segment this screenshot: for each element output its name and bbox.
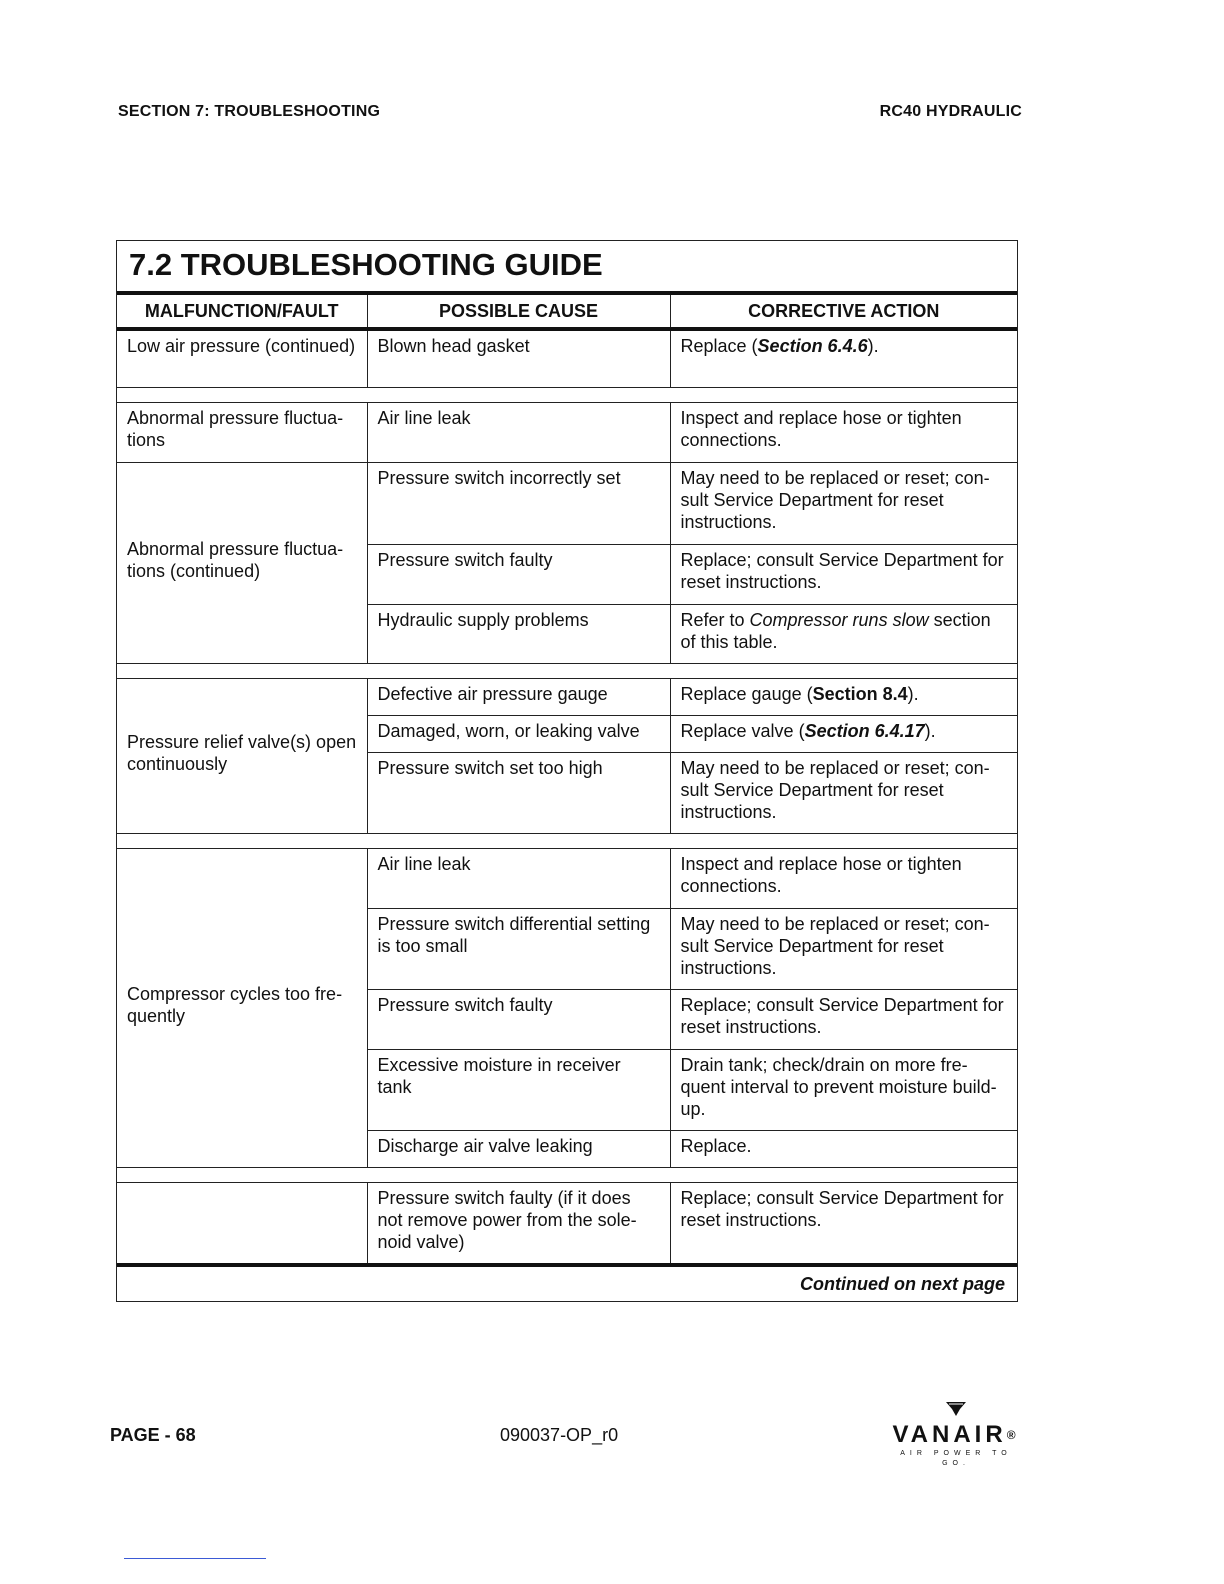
logo-mark-icon [886,1400,1026,1421]
action-text: Replace gauge ( [680,684,813,704]
fault-cell: Compressor cycles too fre- quently [117,849,367,1168]
action-cell [670,679,1017,716]
cause-cell: Pressure switch differential setting is too small [367,909,670,990]
action-text: section of this table. [680,610,991,652]
fault-cell [117,1183,367,1266]
section-reference: Section 6.4.17 [804,721,925,741]
group-separator [117,388,1017,403]
action-cell: Drain tank; check/drain on more fre- quent interval to prevent moisture build- up. [670,1050,1017,1131]
action-text: ). [867,336,879,356]
cause-cell: Pressure switch incorrectly set [367,463,670,545]
guide-title: 7.2 TROUBLESHOOTING GUIDE [117,241,1017,295]
action-cell: Replace. [670,1131,1017,1168]
troubleshooting-table [117,295,1017,1301]
fault-cell: Low air pressure (continued) [117,329,367,388]
cause-cell: Hydraulic supply problems [367,605,670,664]
registered-mark: ® [1006,1428,1020,1442]
action-text: Refer to [680,610,750,630]
cause-cell: Pressure switch faulty [367,990,670,1050]
brand-tagline: AIR POWER TO GO. [900,1450,1012,1467]
table-reference: Compressor runs slow [749,610,929,630]
table-row [117,1183,1017,1266]
cause-cell: Defective air pressure gauge [367,679,670,716]
troubleshooting-guide [116,240,1018,1302]
fault-cell: Pressure relief valve(s) open continuously [117,679,367,834]
action-cell: Replace; consult Service Department for reset instructions. [670,545,1017,605]
cause-cell: Excessive moisture in receiver tank [367,1050,670,1131]
document-id: 090037-OP_r0 [500,1425,619,1445]
action-cell: May need to be replaced or reset; con- sult Service Department for reset instructions. [670,753,1017,834]
cause-cell: Pressure switch faulty [367,545,670,605]
action-text: Replace valve ( [680,721,805,741]
column-header-action: CORRECTIVE ACTION [670,295,1017,329]
action-cell: Replace; consult Service Department for reset instructions. [670,990,1017,1050]
column-header-fault: MALFUNCTION/FAULT [117,295,367,329]
action-cell: May need to be replaced or reset; con- sult Service Department for reset instructions. [670,909,1017,990]
cause-cell: Pressure switch set too high [367,753,670,834]
continued-note: Continued on next page [800,1274,1005,1294]
cause-cell: Damaged, worn, or leaking valve [367,716,670,753]
action-cell [670,329,1017,388]
table-row [117,679,1017,716]
action-cell: Inspect and replace hose or tighten connections. [670,403,1017,463]
table-row [117,329,1017,388]
action-text: Replace ( [680,336,758,356]
action-cell [670,716,1017,753]
group-separator [117,834,1017,849]
action-cell [670,605,1017,664]
group-separator [117,664,1017,679]
cause-cell: Blown head gasket [367,329,670,388]
table-row [117,849,1017,909]
column-header-cause: POSSIBLE CAUSE [367,295,670,329]
section-header: SECTION 7: TROUBLESHOOTING [118,103,381,120]
table-row [117,463,1017,545]
product-header: RC40 HYDRAULIC [879,103,1022,120]
fault-cell: Abnormal pressure fluctua- tions [117,403,367,463]
action-cell: May need to be replaced or reset; con- sult Service Department for reset instructions. [670,463,1017,545]
link-underline [124,1558,266,1559]
section-reference: Section 6.4.6 [757,336,868,356]
action-text: ). [924,721,936,741]
table-row [117,403,1017,463]
continued-row [117,1265,1017,1301]
cause-cell: Pressure switch faulty (if it does not remove power from the sole- noid valve) [367,1183,670,1266]
group-separator [117,1168,1017,1183]
table-header-row [117,295,1017,329]
cause-cell: Air line leak [367,849,670,909]
cause-cell: Discharge air valve leaking [367,1131,670,1168]
page-number: PAGE - 68 [110,1425,196,1445]
fault-cell: Abnormal pressure fluctua- tions (continued) [117,463,367,664]
action-cell: Inspect and replace hose or tighten connections. [670,849,1017,909]
vanair-logo [886,1400,1026,1469]
action-cell: Replace; consult Service Department for reset instructions. [670,1183,1017,1266]
action-text: ). [907,684,919,704]
brand-name: VANAIR [892,1421,1007,1448]
section-reference: Section 8.4 [812,684,908,704]
cause-cell: Air line leak [367,403,670,463]
